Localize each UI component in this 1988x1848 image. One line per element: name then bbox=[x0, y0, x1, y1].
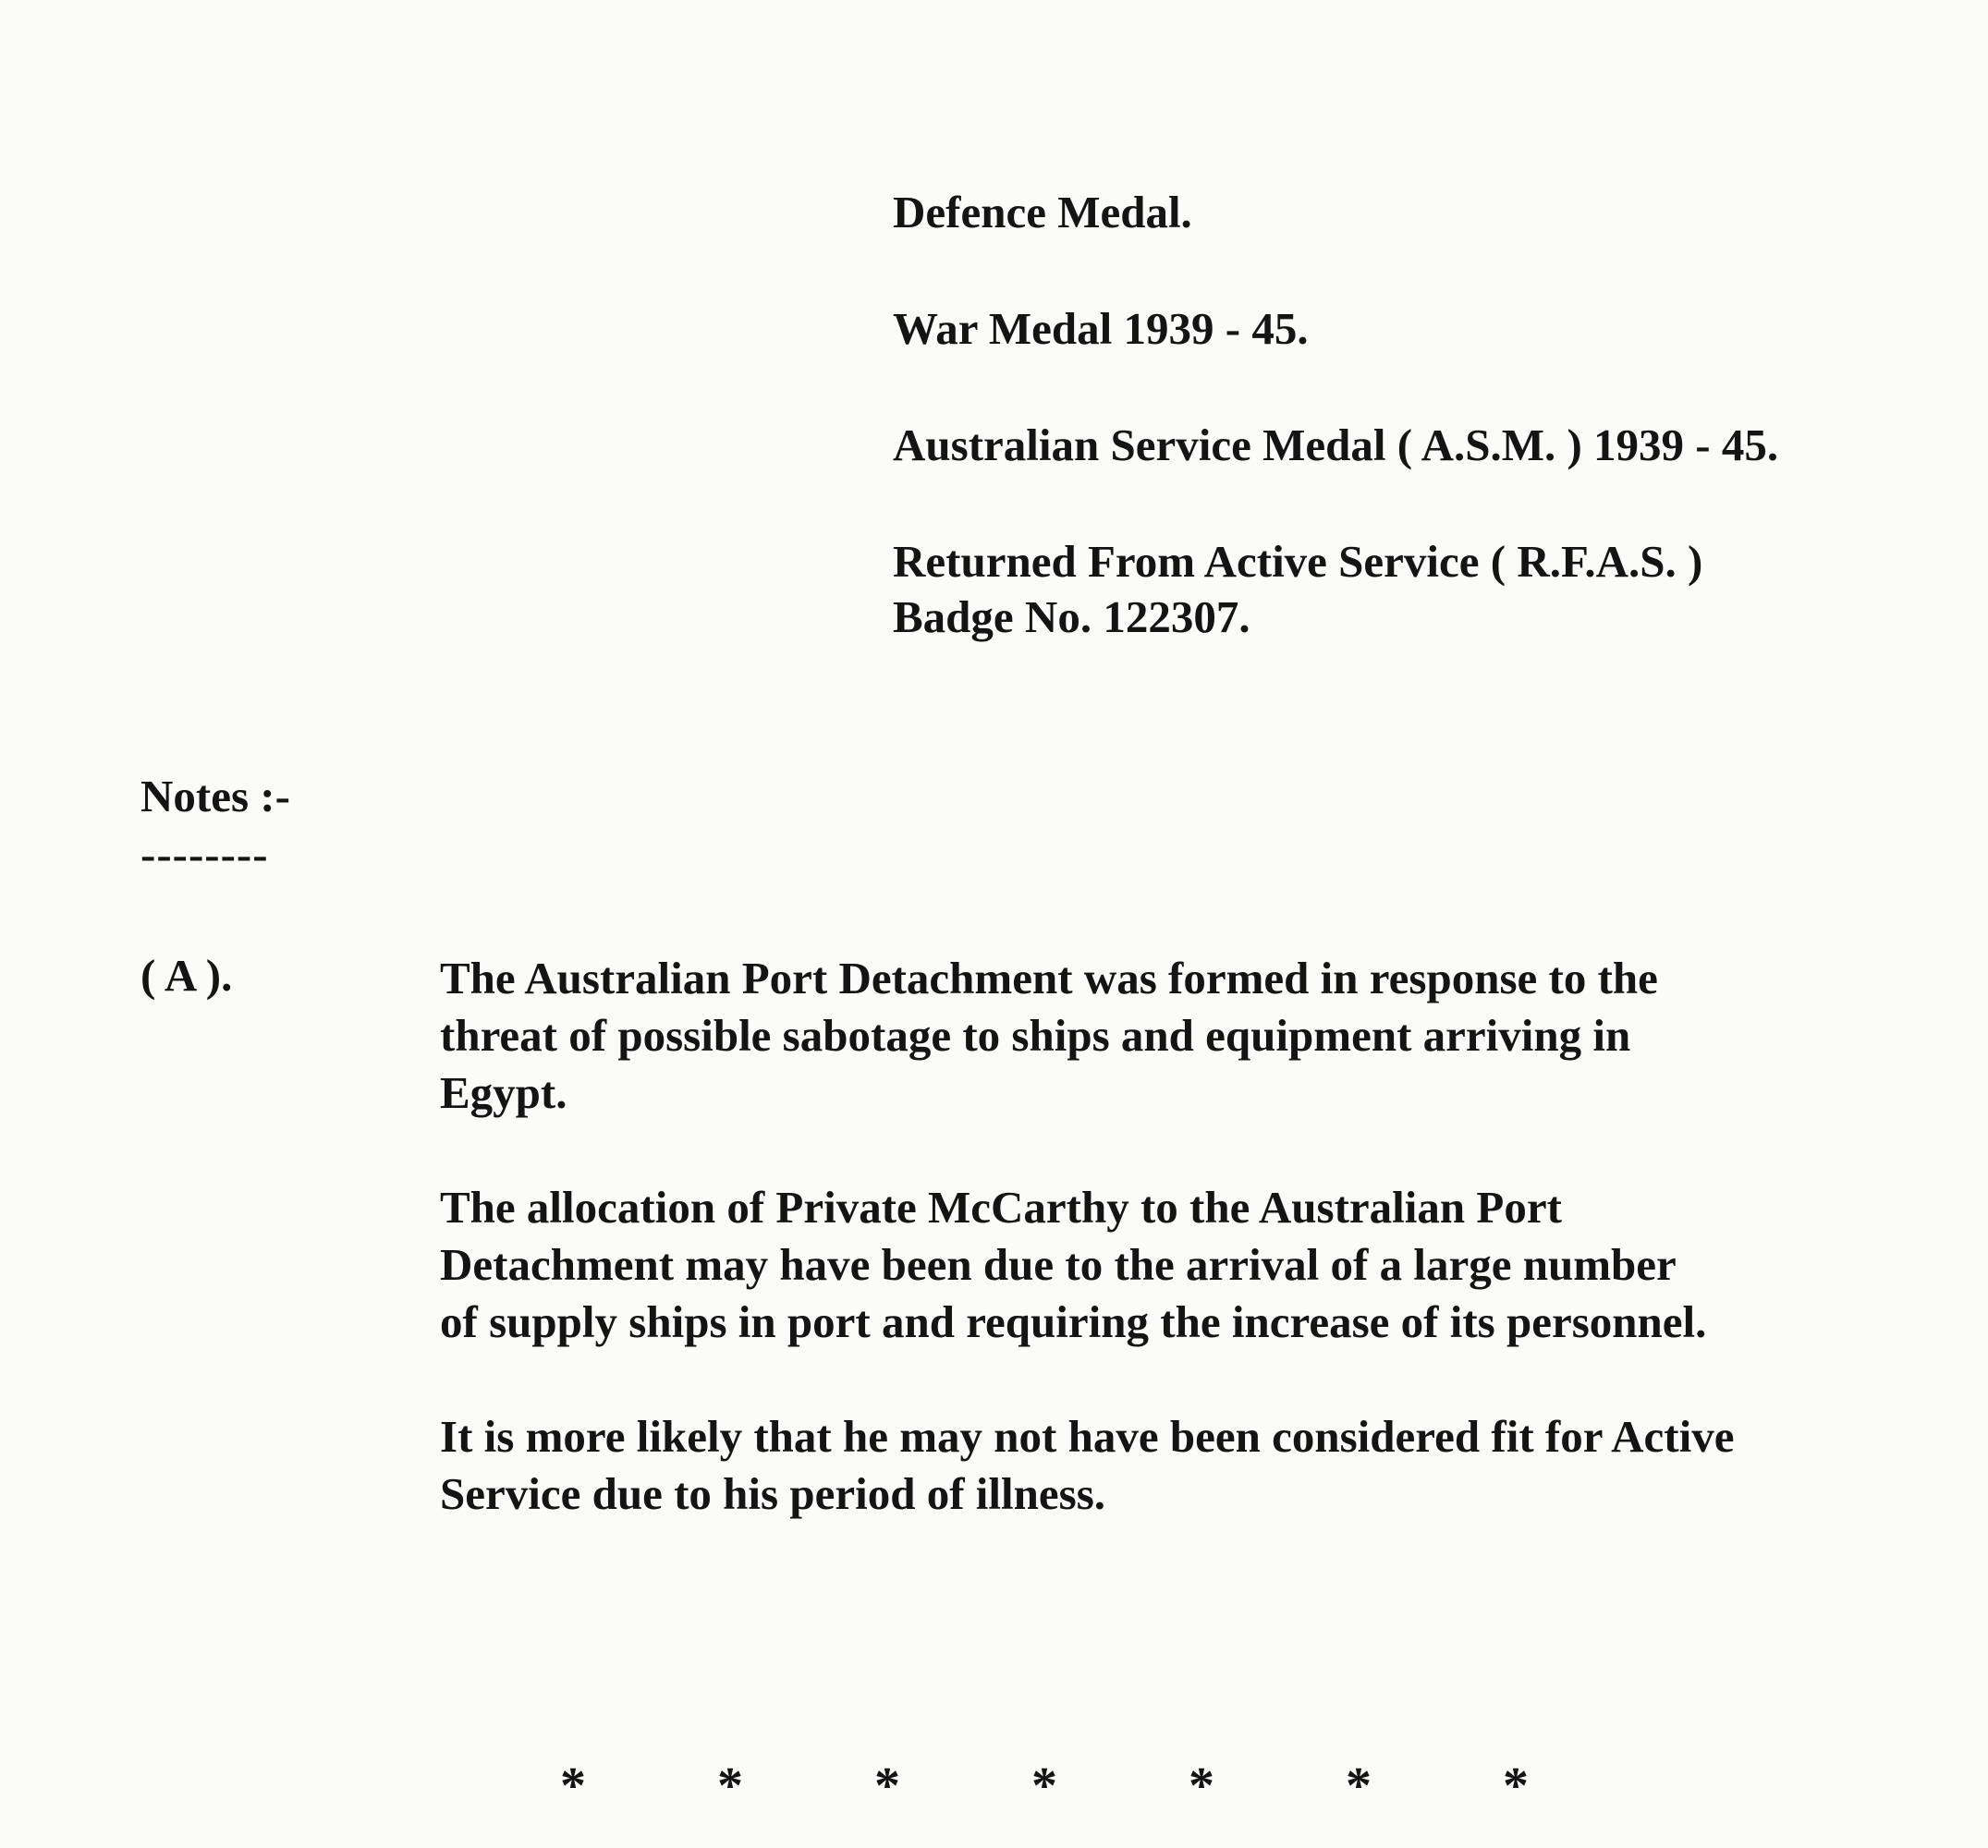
note-line: The Australian Port Detachment was formed in response to the bbox=[440, 953, 1658, 1003]
award-line: War Medal 1939 - 45. bbox=[893, 303, 1309, 354]
note-label-a: ( A ). bbox=[140, 950, 233, 1001]
notes-underline: -------- bbox=[140, 829, 269, 880]
note-line: of supply ships in port and requiring the increase of its personnel. bbox=[440, 1296, 1707, 1347]
separator-star: * bbox=[874, 1757, 900, 1815]
award-line: Badge No. 122307. bbox=[893, 591, 1250, 642]
separator-star: * bbox=[560, 1757, 586, 1815]
note-line: Service due to his period of illness. bbox=[440, 1468, 1106, 1519]
separator-star: * bbox=[1031, 1757, 1057, 1815]
separator-star: * bbox=[717, 1757, 743, 1815]
note-paragraph bbox=[440, 950, 1882, 1122]
notes-heading: Notes :- bbox=[140, 771, 290, 821]
award-line: Australian Service Medal ( A.S.M. ) 1939 - 45. bbox=[893, 419, 1779, 470]
award-line: Returned From Active Service ( R.F.A.S. ) bbox=[893, 536, 1703, 587]
note-paragraph bbox=[440, 1179, 1882, 1351]
note-line: The allocation of Private McCarthy to the Australian Port bbox=[440, 1182, 1562, 1233]
awards-list bbox=[893, 185, 1937, 706]
award-war-medal bbox=[893, 301, 1937, 357]
note-line: It is more likely that he may not have been considered fit for Active bbox=[440, 1411, 1735, 1462]
note-body-a bbox=[440, 950, 1882, 1580]
note-paragraph bbox=[440, 1408, 1882, 1523]
separator-star: * bbox=[1189, 1757, 1214, 1815]
note-line: Egypt. bbox=[440, 1067, 567, 1118]
separator-star: * bbox=[1503, 1757, 1529, 1815]
separator-star: * bbox=[1346, 1757, 1372, 1815]
award-defence-medal bbox=[893, 185, 1937, 240]
note-line: threat of possible sabotage to ships and equipment arriving in bbox=[440, 1010, 1631, 1061]
award-rfas-badge bbox=[893, 534, 1937, 645]
section-separator bbox=[555, 1757, 1534, 1815]
note-line: Detachment may have been due to the arrival of a large number bbox=[440, 1239, 1677, 1290]
award-australian-service-medal bbox=[893, 418, 1937, 473]
award-line: Defence Medal. bbox=[893, 187, 1192, 237]
